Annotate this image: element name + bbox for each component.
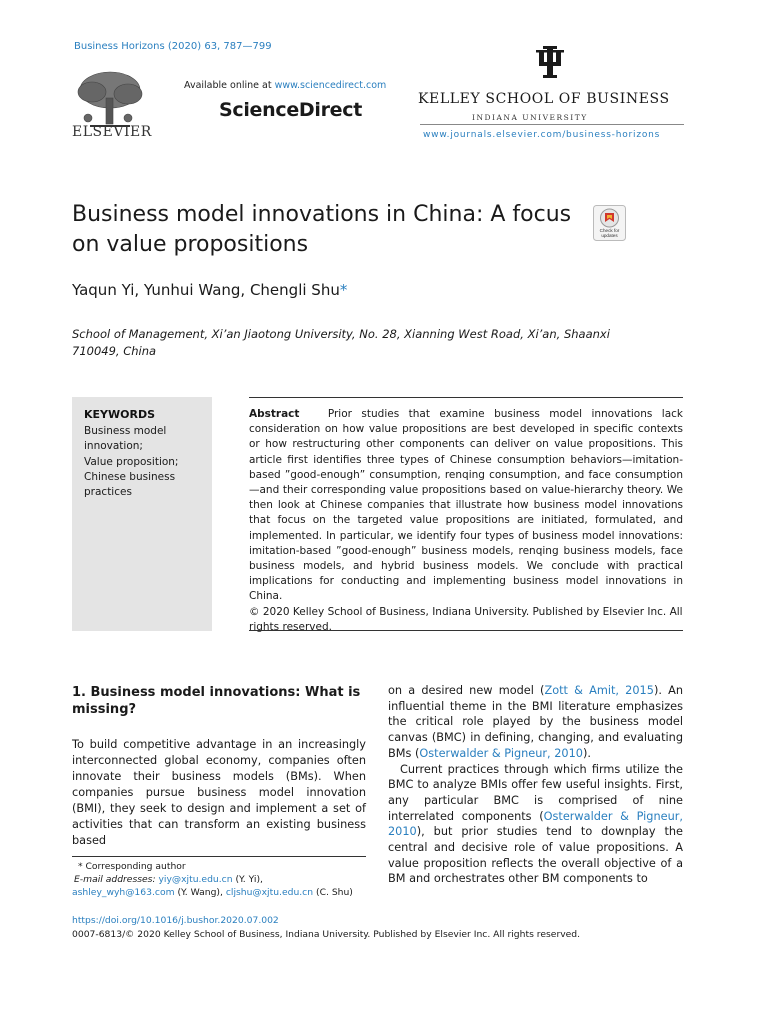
keyword-item: Value proposition; bbox=[84, 455, 179, 468]
sciencedirect-link[interactable]: www.sciencedirect.com bbox=[274, 80, 387, 91]
body-paragraph bbox=[388, 683, 683, 762]
section-heading: 1. Business model innovations: What is missing? bbox=[72, 685, 361, 717]
abstract-text: Prior studies that examine business model innovations lack consideration on how value propositions are best developed in specific contexts or how restructuring other components can deliver on value propositions. This article first identifies three types of Chinese consumption behaviors—imitation-based ”good-enough” consumption, renqing consumption, and face consumption—and their corresponding value propositions based on value-hierarchy theory. We then look at Chinese companies that illustrate how business model innovations that focus on the targeted value propositions are initiated, formulated, and implemented. In particular, we identify four types of business model innovations: imitation-based ”good-enough” business models, renqing business models, face business models, and hybrid business models. We conclude with practical implications for conducting and implementing business model innovations in China. bbox=[249, 408, 684, 603]
authors-names: Yaqun Yi, Yunhui Wang, Chengli Shu bbox=[72, 281, 340, 299]
svg-text:Check for: Check for bbox=[599, 228, 620, 233]
header-divider bbox=[420, 124, 684, 125]
text-run: ). bbox=[582, 746, 591, 760]
footnote bbox=[74, 860, 374, 899]
body-left-column: To build competitive advantage in an increasingly interconnected global economy, companies often innovate their business models (BMs). When companies pursue business model innovation (BMI), they seek to design and implement a set of activities that can transform an existing business based bbox=[72, 738, 366, 847]
email-link[interactable]: cljshu@xjtu.edu.cn bbox=[225, 887, 314, 898]
email-label: E-mail addresses: bbox=[74, 874, 159, 885]
body-right-column bbox=[388, 683, 683, 887]
author-list bbox=[72, 281, 347, 299]
email-owner: (Y. Wang), bbox=[174, 887, 226, 898]
article-title: Business model innovations in China: A focus on value propositions bbox=[72, 202, 572, 257]
abstract-copyright: © 2020 Kelley School of Business, Indiana University. Published by Elsevier Inc. All rights reserved. bbox=[249, 605, 683, 633]
email-owner: (Y. Yi), bbox=[232, 874, 263, 885]
available-online bbox=[184, 80, 386, 91]
indiana-university-trident-icon bbox=[535, 44, 565, 80]
corresponding-author-note: * Corresponding author bbox=[78, 861, 186, 872]
doi-link[interactable]: https://doi.org/10.1016/j.bushor.2020.07.002 bbox=[72, 915, 279, 926]
check-for-updates-icon[interactable] bbox=[593, 205, 626, 241]
text-run: ), but prior studies tend to downplay the central and decisive role of value propositions. A value proposition reflects the overall objective of a BM and orchestrates other BM components to bbox=[388, 825, 683, 886]
text-run: Current practices through which firms utilize the BMC to analyze BMIs offer few useful insights. First, any particular BMC is comprised of nine interrelated components ( bbox=[388, 762, 683, 823]
abstract bbox=[249, 407, 683, 635]
email-owner: (C. Shu) bbox=[313, 887, 353, 898]
corresponding-author-mark[interactable]: * bbox=[339, 281, 348, 299]
citation-link[interactable]: Zott & Amit, 2015 bbox=[544, 684, 654, 697]
elsevier-wordmark: ELSEVIER bbox=[72, 124, 152, 140]
issn-copyright: 0007-6813/© 2020 Kelley School of Business, Indiana University. Published by Elsevier Inc. All rights reserved. bbox=[72, 929, 581, 940]
citation-link[interactable]: Osterwalder & Pigneur, 2010 bbox=[419, 746, 583, 760]
journal-citation[interactable]: Business Horizons (2020) 63, 787—799 bbox=[74, 41, 272, 52]
author-affiliation: School of Management, Xi’an Jiaotong University, No. 28, Xianning West Road, Xi’an, Shaanxi 710049, China bbox=[72, 327, 610, 358]
keywords-heading: KEYWORDS bbox=[84, 408, 156, 421]
citation-link[interactable]: Osterwalder & Pigneur, 2010 bbox=[388, 809, 683, 839]
body-paragraph bbox=[388, 762, 683, 888]
sciencedirect-logo-text: ScienceDirect bbox=[219, 99, 363, 121]
journal-homepage-link[interactable]: www.journals.elsevier.com/business-horizons bbox=[423, 130, 661, 140]
email-link[interactable]: ashley_wyh@163.com bbox=[72, 887, 175, 898]
abstract-top-rule bbox=[249, 397, 683, 398]
email-addresses bbox=[74, 873, 374, 886]
email-link[interactable]: yiy@xjtu.edu.cn bbox=[158, 874, 233, 885]
kelley-school-name: KELLEY SCHOOL OF BUSINESS bbox=[418, 91, 670, 107]
email-addresses-continued bbox=[72, 886, 374, 899]
abstract-bottom-rule bbox=[249, 630, 683, 631]
keyword-item: Business model innovation; bbox=[84, 425, 167, 453]
indiana-university-name: INDIANA UNIVERSITY bbox=[472, 113, 588, 122]
svg-text:updates: updates bbox=[601, 233, 618, 238]
abstract-label: Abstract bbox=[249, 408, 300, 420]
text-run: on a desired new model ( bbox=[388, 684, 545, 697]
available-prefix: Available online at bbox=[184, 80, 275, 91]
footnote-rule bbox=[72, 856, 366, 857]
keyword-item: Chinese business practices bbox=[84, 470, 176, 499]
text-run: ). An influential theme in the BMI literature emphasizes the critical role played by the business model canvas (BMC) in defining, changing, and evaluating BMs ( bbox=[388, 684, 683, 760]
keywords-list bbox=[84, 424, 204, 500]
